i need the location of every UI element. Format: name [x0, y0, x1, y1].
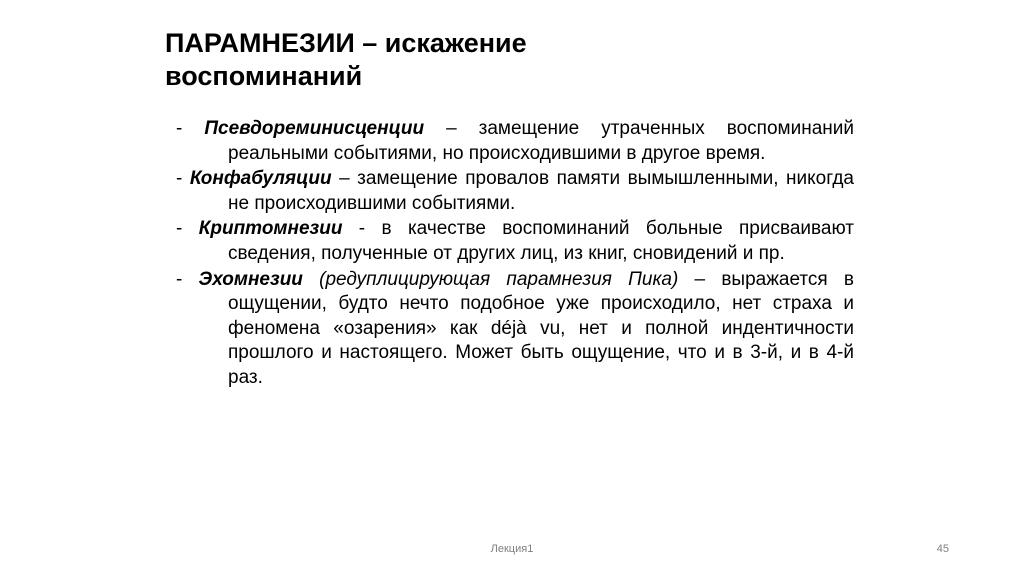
- title-line-2: воспоминаний: [165, 61, 363, 91]
- slide-body: [176, 117, 854, 392]
- item-bullet: -: [176, 218, 199, 240]
- list-item-pseudoreminiscences: [176, 117, 854, 166]
- title-line-1: ПАРАМНЕЗИИ – искажение: [165, 28, 527, 58]
- item-bullet: -: [176, 118, 205, 139]
- item-definition: – замещение провалов памяти вымышленными, никогда не происходившими событиями.: [228, 168, 854, 214]
- item-term: Эхомнезии: [198, 268, 303, 290]
- item-definition: – выражается в ощущении, будто нечто подобное уже происходило, нет страха и феномена «озарения» как déjà vu, нет и полной индентичности прошлого и настоящего. Может быть ощущение, что и в 3-й, и в 4-й раз.: [228, 268, 854, 388]
- list-item-confabulations: [176, 167, 854, 216]
- slide-title: [165, 27, 765, 93]
- item-bullet: -: [176, 268, 199, 290]
- item-definition: – замещение утраченных воспоминаний реальными событиями, но происходившими в другое время.: [228, 118, 854, 164]
- footer-page-number: 45: [936, 543, 949, 555]
- item-bullet: -: [176, 168, 190, 190]
- list-item-cryptomnesia: [176, 217, 854, 266]
- footer-lecture-label: Лекция1: [490, 543, 534, 555]
- list-item-echomnesia: [176, 268, 854, 391]
- item-term: Криптомнезии: [198, 218, 343, 240]
- item-term: Псевдореминисценции: [204, 118, 425, 139]
- item-term: Конфабуляции: [189, 168, 332, 190]
- item-subterm: (редуплицирующая парамнезия Пика): [302, 268, 679, 290]
- item-definition: - в качестве воспоминаний больные присваивают сведения, полученные от других лиц, из книг, сновидений и пр.: [228, 218, 854, 264]
